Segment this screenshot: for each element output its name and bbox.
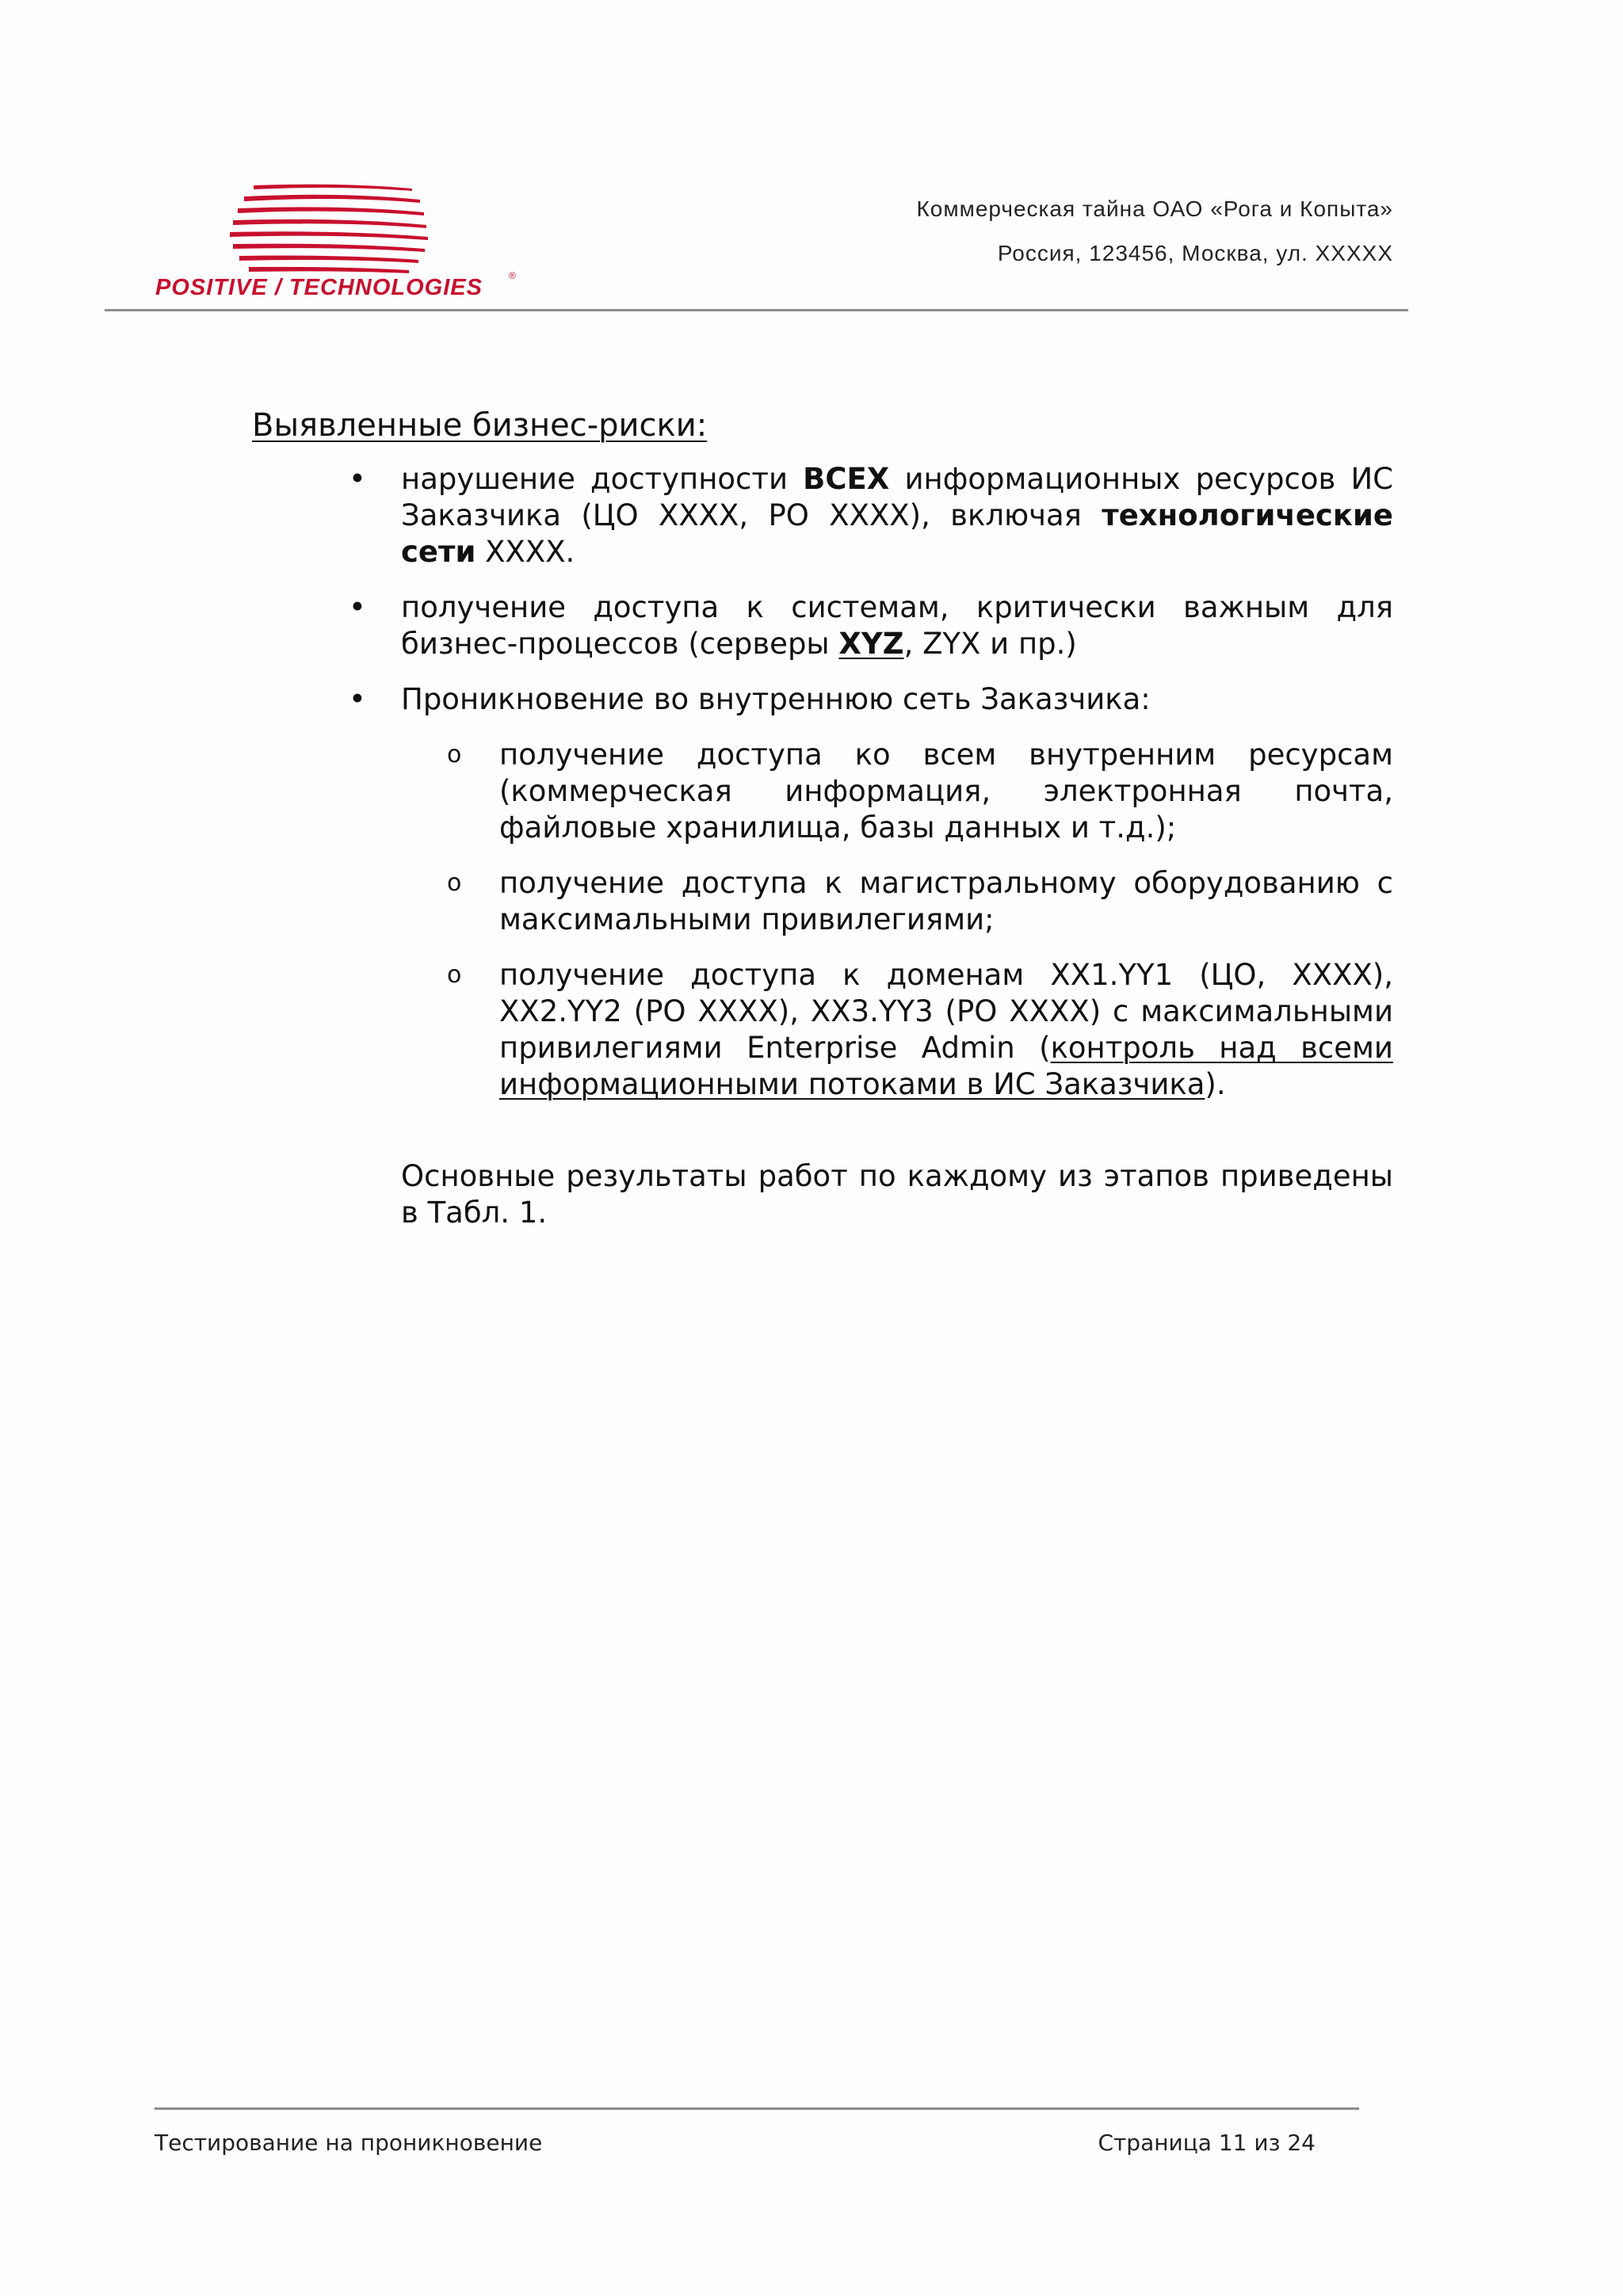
sub-list-item: o получение доступа к доменам XX1.YY1 (ЦО, XXXX), XX2.YY2 (РО XXXX), XX3.YY3 (РО XXXX) с максимальными привилегиями Enterprise Admin (контроль над всеми информационными потоками в ИС Заказчика). bbox=[447, 958, 1393, 1101]
list-item: • Проникновение во внутреннюю сеть Заказчика: bbox=[349, 682, 1151, 716]
bullet-icon: • bbox=[349, 462, 366, 496]
sub-list-item: o получение доступа к магистральному оборудованию с максимальными привилегиями; bbox=[447, 866, 1393, 936]
sub-list-item: o получение доступа ко всем внутренним ресурсам (коммерческая информация, электронная почта, файловые хранилища, базы данных и т.д.); bbox=[447, 738, 1393, 845]
header-address: Россия, 123456, Москва, ул. XXXXX bbox=[997, 241, 1393, 265]
underlined-phrase: контроль над всеми информационными потоками в ИС Заказчика bbox=[499, 1031, 1393, 1101]
header-confidentiality: Коммерческая тайна ОАО «Рога и Копыта» bbox=[916, 196, 1393, 221]
bullet-icon: • bbox=[349, 590, 366, 624]
section-title: Выявленные бизнес-риски: bbox=[252, 407, 708, 444]
bullet-icon: • bbox=[349, 682, 366, 716]
circle-bullet-icon: o bbox=[447, 869, 462, 897]
emphasis-all: ВСЕХ bbox=[803, 462, 890, 496]
emphasis-xyz: XYZ bbox=[838, 627, 904, 661]
emphasis-tech-networks: технологические сети bbox=[401, 498, 1393, 569]
list-item: • нарушение доступности ВСЕХ информационных ресурсов ИС Заказчика (ЦО XXXX, РО XXXX), включая технологические сети XXXX. bbox=[349, 462, 1393, 569]
footer-page-number: Страница 11 из 24 bbox=[1098, 2130, 1316, 2156]
list-item: • получение доступа к системам, критически важным для бизнес-процессов (серверы XYZ, ZYX и пр.) bbox=[349, 590, 1393, 661]
company-logo bbox=[151, 184, 531, 303]
header-divider bbox=[105, 309, 1408, 311]
circle-bullet-icon: o bbox=[447, 741, 462, 769]
logo-registered-mark: ® bbox=[509, 270, 516, 281]
footer-divider bbox=[155, 2107, 1359, 2110]
header-info bbox=[916, 187, 1393, 276]
summary-paragraph: Основные результаты работ по каждому из этапов приведены в Табл. 1. bbox=[401, 1159, 1393, 1230]
risk-list bbox=[349, 461, 1393, 1231]
circle-bullet-icon: o bbox=[447, 961, 462, 989]
logo-wordmark: POSITIVE / TECHNOLOGIES bbox=[155, 275, 483, 300]
logo-stripes-icon bbox=[151, 184, 531, 303]
footer-document-title: Тестирование на проникновение bbox=[155, 2130, 543, 2156]
